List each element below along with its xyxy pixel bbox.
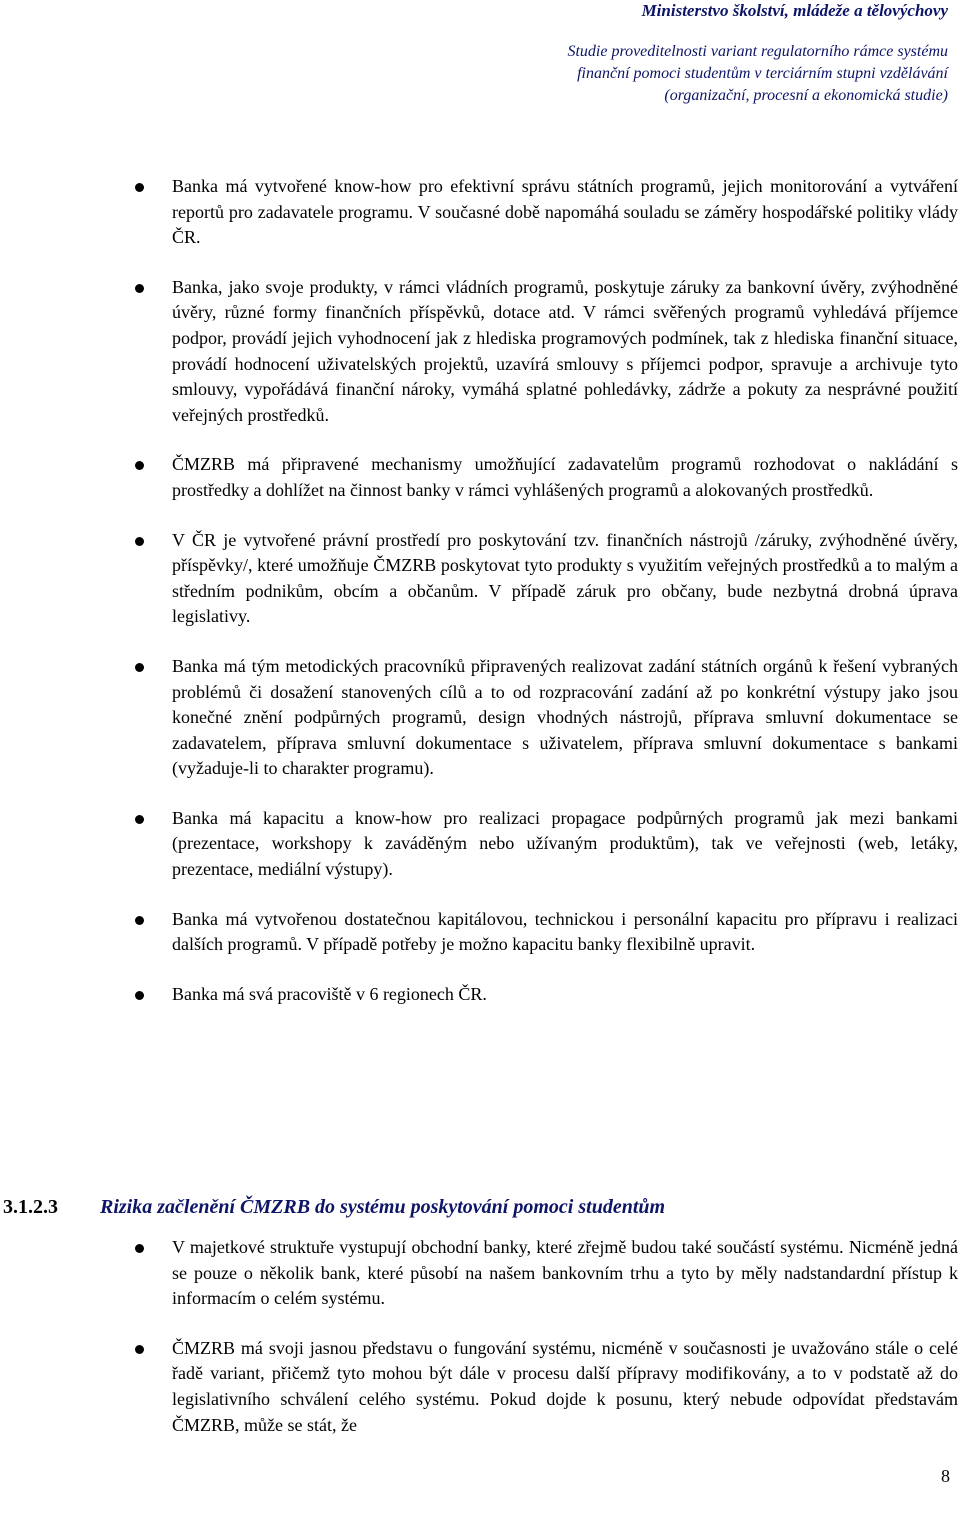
bullet-icon bbox=[135, 537, 144, 546]
bullet-text: Banka má kapacitu a know-how pro realizaci propagace podpůrných programů jak mezi bankami (prezentace, workshopy k zaváděným nebo užívaným produktům), tak ve veřejnosti (web, letáky, prezentace, mediální výstupy). bbox=[172, 807, 958, 880]
bullet-text: Banka, jako svoje produkty, v rámci vládních programů, poskytuje záruky za bankovní úvěry, zvýhodněné úvěry, různé formy finančních příspěvků, dotace atd. V rámci svěřených programů vyhledává příjemce podpor, provádí jejich vyhodnocení jak z hlediska programových podmínek, tak z hlediska finanční situace, provádí hodnocení uživatelských projektů, uzavírá smlouvy s příjemci podpor, spravuje a archivuje tyto smlouvy, vypořádává finanční nároky, vymáhá splatné pohledávky, zádrže a pokuty za nesprávné použití veřejných prostředků. bbox=[172, 276, 958, 425]
study-title-line: finanční pomoci studentům v terciárním stupni vzdělávání bbox=[577, 65, 948, 82]
bullet-icon bbox=[135, 1244, 144, 1253]
bullet-icon bbox=[135, 284, 144, 293]
bullet-text: ČMZRB má svoji jasnou představu o fungování systému, nicméně v současnosti je uvažováno stále o celé řadě variant, přičemž tyto mohou být dále v procesu další přípravy modifikovány, a to v podstatě až do legislativního schválení celého systému. Pokud dojde k posunu, který nebude odpovídat představám ČMZRB, může se stát, že bbox=[172, 1337, 958, 1435]
bullet-text: Banka má svá pracoviště v 6 regionech ČR. bbox=[172, 983, 487, 1004]
bullet-icon bbox=[135, 991, 144, 1000]
section-title: Rizika začlenění ČMZRB do systému poskytování pomoci studentům bbox=[100, 1196, 666, 1218]
bullet-text: V majetkové struktuře vystupují obchodní banky, které zřejmě budou také součástí systému. Nicméně jedná se pouze o několik bank, které působí na našem bankovním trhu a tyto by měly nadstandardní přístup k informacím o celém systému. bbox=[172, 1237, 958, 1309]
bullet-icon bbox=[135, 916, 144, 925]
bullet-icon bbox=[135, 815, 144, 824]
bullet-icon bbox=[135, 1345, 144, 1354]
study-title-line: (organizační, procesní a ekonomická studie) bbox=[664, 87, 948, 104]
page-header bbox=[567, 0, 948, 107]
study-title-line: Studie proveditelnosti variant regulatorního rámce systému bbox=[567, 43, 948, 60]
section-number: 3.1.2.3 bbox=[3, 1196, 58, 1218]
study-title bbox=[567, 41, 948, 107]
bullet-item bbox=[0, 806, 960, 883]
bullet-text: Banka má vytvořenou dostatečnou kapitálovou, technickou i personální kapacitu pro přípravu i realizaci dalších programů. V případě potřeby je možno kapacitu banky flexibilně upravit. bbox=[172, 908, 958, 955]
page-number: 8 bbox=[941, 1466, 950, 1486]
bullet-text: Banka má vytvořené know-how pro efektivní správu státních programů, jejich monitorování a vytváření reportů pro zadavatele programu. V současné době napomáhá souladu se záměry hospodářské politiky vlády ČR. bbox=[172, 176, 958, 248]
bullet-item bbox=[0, 907, 960, 958]
bullet-text: Banka má tým metodických pracovníků připravených realizovat zadání státních orgánů k řešení vybraných problémů či dosažení stanovených cílů a to od rozpracování zadání až po konkrétní výstupy jako jsou konečné znění podpůrných programů, design vhodných nástrojů, příprava smluvní dokumentace se zadavatelem, příprava smluvní dokumentace s uživatelem, příprava smluvní dokumentace s bankami (vyžaduje-li to charakter programu). bbox=[172, 655, 958, 779]
bullet-text: ČMZRB má připravené mechanismy umožňující zadavatelům programů rozhodovat o nakládání s prostředky a dohlížet na činnost banky v rámci vyhlášených programů a alokovaných prostředků. bbox=[172, 454, 958, 500]
bullet-item bbox=[0, 654, 960, 782]
bullet-list-top bbox=[0, 174, 960, 1031]
bullet-item bbox=[0, 452, 960, 503]
bullet-item bbox=[0, 1336, 960, 1438]
bullet-icon bbox=[135, 663, 144, 672]
bullet-text: V ČR je vytvořené právní prostředí pro poskytování tzv. finančních nástrojů /záruky, zvýhodněné úvěry, příspěvky/, které umožňuje ČMZRB poskytovat tyto produkty s využitím veřejných prostředků a to malým a středním podnikům, obcím a občanům. V případě záruk pro občany, bude nezbytná drobná úprava legislativy. bbox=[172, 529, 958, 627]
bullet-item bbox=[0, 1235, 960, 1312]
bullet-item bbox=[0, 982, 960, 1008]
bullet-icon bbox=[135, 183, 144, 192]
bullet-list-bottom bbox=[0, 1235, 960, 1462]
bullet-icon bbox=[135, 461, 144, 470]
bullet-item bbox=[0, 528, 960, 630]
bullet-item bbox=[0, 275, 960, 429]
ministry-name: Ministerstvo školství, mládeže a tělovýchovy bbox=[641, 1, 948, 20]
bullet-item bbox=[0, 174, 960, 251]
